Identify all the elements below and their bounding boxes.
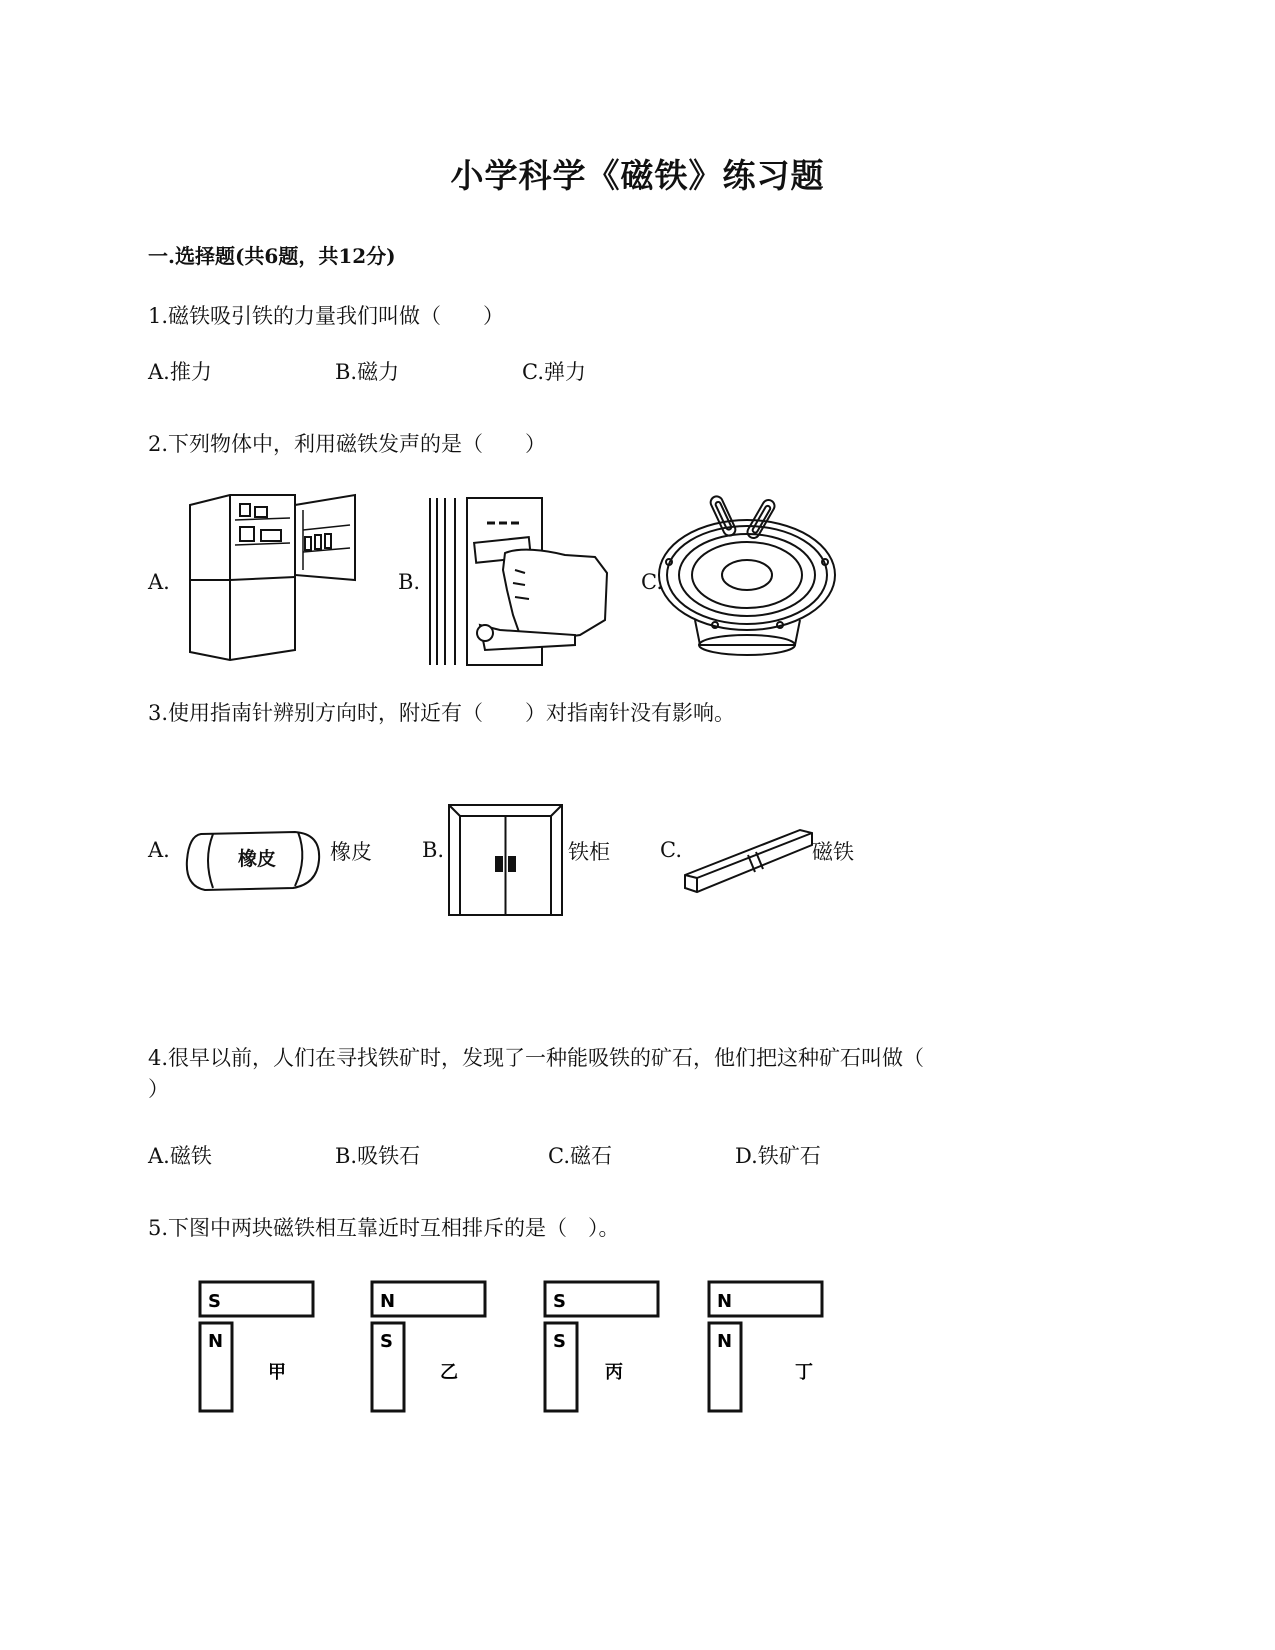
question-4-option-a: A.磁铁 [148, 1144, 212, 1168]
question-4-option-b: B.吸铁石 [335, 1144, 421, 1168]
question-3-caption-c: 磁铁 [812, 840, 854, 864]
question-2-label-a: A. [148, 570, 170, 594]
magnet-pair-bing [543, 1280, 668, 1415]
eraser-image [183, 828, 323, 896]
magnet-pair-jia [198, 1280, 323, 1415]
magnet-pair-yi-top-pole: N [380, 1291, 396, 1312]
magnet-pair-bing-top-pole: S [553, 1291, 566, 1312]
question-4-stem-line-1: 4.很早以前，人们在寻找铁矿时，发现了一种能吸铁的矿石，他们把这种矿石叫做（ [148, 1046, 925, 1070]
section-heading: 一.选择题(共6题，共12分) [148, 244, 396, 268]
refrigerator-image [185, 490, 360, 670]
magnet-pair-jia-label: 甲 [268, 1362, 286, 1383]
question-4-option-c: C.磁石 [548, 1144, 612, 1168]
question-3-label-b: B. [422, 838, 445, 862]
speaker-image [655, 490, 840, 665]
question-1-stem: 1.磁铁吸引铁的力量我们叫做（ ） [148, 304, 505, 328]
card-lock-door-image [425, 495, 610, 670]
question-4-option-d: D.铁矿石 [735, 1144, 821, 1168]
question-1-option-c: C.弹力 [522, 360, 586, 384]
question-5-stem: 5.下图中两块磁铁相互靠近时互相排斥的是（ ）。 [148, 1216, 620, 1240]
question-3-label-c: C. [660, 838, 682, 862]
question-1-option-b: B.磁力 [335, 360, 400, 384]
magnet-pair-jia-bottom-pole: N [208, 1331, 224, 1352]
magnet-pair-ding [707, 1280, 832, 1415]
magnet-pair-jia-top-pole: S [208, 1291, 221, 1312]
bar-magnet-image [680, 820, 815, 905]
magnet-pair-ding-label: 丁 [795, 1362, 813, 1383]
magnet-pair-ding-bottom-pole: N [717, 1331, 733, 1352]
question-1-option-a: A.推力 [148, 360, 212, 384]
question-2-label-b: B. [398, 570, 421, 594]
magnet-pair-yi-bottom-pole: S [380, 1331, 393, 1352]
magnet-pair-ding-top-pole: N [717, 1291, 733, 1312]
iron-cabinet-image [446, 802, 566, 920]
magnet-pair-bing-bottom-pole: S [553, 1331, 566, 1352]
magnet-pair-bing-label: 丙 [605, 1362, 623, 1383]
question-3-label-a: A. [148, 838, 170, 862]
eraser-label: 橡皮 [237, 848, 277, 870]
question-2-label-c: C. [641, 570, 663, 594]
magnet-pair-yi-label: 乙 [440, 1362, 458, 1383]
question-3-caption-b: 铁柜 [568, 840, 610, 864]
question-3-caption-a: 橡皮 [330, 840, 372, 864]
question-4-stem-line-2: ） [148, 1077, 169, 1101]
page-title: 小学科学《磁铁》练习题 [450, 156, 825, 195]
magnet-pair-yi [370, 1280, 495, 1415]
question-3-stem: 3.使用指南针辨别方向时，附近有（ ）对指南针没有影响。 [148, 701, 736, 725]
question-2-stem: 2.下列物体中，利用磁铁发声的是（ ） [148, 432, 547, 456]
